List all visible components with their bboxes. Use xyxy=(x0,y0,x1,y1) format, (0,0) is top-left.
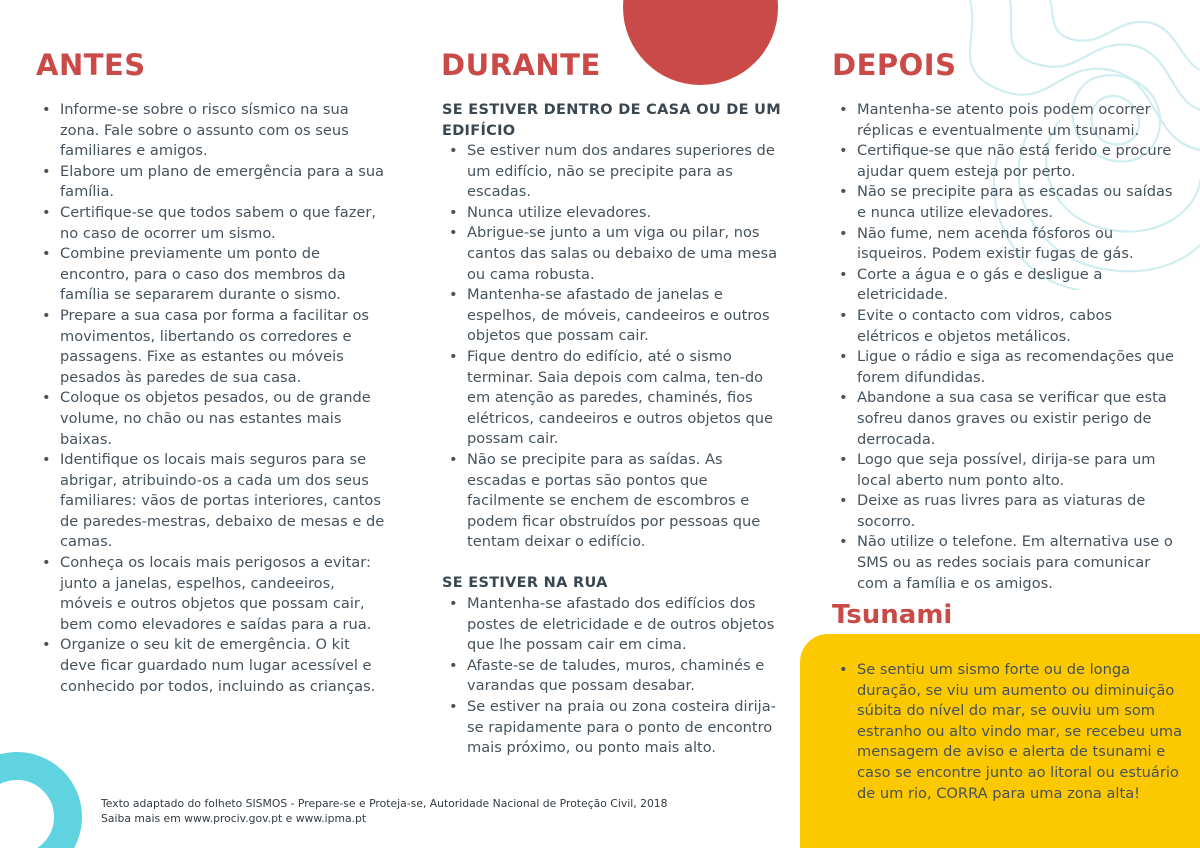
list-item: • Certifique-se que todos sabem o que fazer, no caso de ocorrer um sismo. xyxy=(35,203,385,244)
list-item: • Identifique os locais mais seguros para se abrigar, atribuindo-os a cada um dos seus familiares: vãos de portas interiores, cantos de paredes-mestras, debaixo de mesas e de camas. xyxy=(35,450,385,553)
durante-rua-subtitle: SE ESTIVER NA RUA xyxy=(442,575,608,591)
antes-title: ANTES xyxy=(36,48,146,82)
footer xyxy=(101,796,668,826)
list-item: • Se sentiu um sismo forte ou de longa duração, se viu um aumento ou diminuição súbita do nível do mar, se ouviu um som estranho ou alto vindo mar, se recebeu uma mensagem de aviso e alerta de tsunami e caso se encontre junto ao litoral ou estuário de um rio, CORRA para uma zona alta! xyxy=(832,660,1184,804)
tsunami-list xyxy=(832,660,1184,804)
antes-list xyxy=(35,100,385,697)
list-item: • Afaste-se de taludes, muros, chaminés e varandas que possam desabar. xyxy=(442,656,782,697)
list-item: • Fique dentro do edifício, até o sismo terminar. Saia depois com calma, ten-do em atenção as paredes, chaminés, fios elétricos, candeeiros e outros objetos que possam cair. xyxy=(442,347,782,450)
list-item: • Prepare a sua casa por forma a facilitar os movimentos, libertando os corredores e passagens. Fixe as estantes ou móveis pesados às paredes de sua casa. xyxy=(35,306,385,388)
durante-casa-subtitle: SE ESTIVER DENTRO DE CASA OU DE UM EDIFÍCIO xyxy=(442,102,781,139)
list-item: • Corte a água e o gás e desligue a eletricidade. xyxy=(832,265,1177,306)
list-item: • Mantenha-se afastado de janelas e espelhos, de móveis, candeeiros e outros objetos que possam cair. xyxy=(442,285,782,347)
list-item: • Não utilize o telefone. Em alternativa use o SMS ou as redes sociais para comunicar com a família e os amigos. xyxy=(832,532,1177,594)
list-item: • Se estiver na praia ou zona costeira dirija-se rapidamente para o ponto de encontro mais próximo, ou ponto mais alto. xyxy=(442,697,782,759)
depois-title: DEPOIS xyxy=(832,48,957,82)
list-item: • Abrigue-se junto a um viga ou pilar, nos cantos das salas ou debaixo de uma mesa ou cama robusta. xyxy=(442,223,782,285)
durante-title: DURANTE xyxy=(441,48,601,82)
footer-links: Saiba mais em www.prociv.gov.pt e www.ipma.pt xyxy=(101,812,367,825)
list-item: • Abandone a sua casa se verificar que esta sofreu danos graves ou existir perigo de derrocada. xyxy=(832,388,1177,450)
red-circle-decoration xyxy=(623,0,778,85)
tsunami-title: Tsunami xyxy=(832,600,953,630)
list-item: • Não se precipite para as escadas ou saídas e nunca utilize elevadores. xyxy=(832,182,1177,223)
list-item: • Logo que seja possível, dirija-se para um local aberto num ponto alto. xyxy=(832,450,1177,491)
list-item: • Mantenha-se afastado dos edifícios dos postes de eletricidade e de outros objetos que lhe possam cair em cima. xyxy=(442,594,782,656)
cyan-ring-decoration xyxy=(0,752,82,848)
list-item: • Nunca utilize elevadores. xyxy=(442,203,782,224)
footer-source: Texto adaptado do folheto SISMOS - Prepare-se e Proteja-se, Autoridade Nacional de Proteção Civil, 2018 xyxy=(101,797,668,810)
list-item: • Não se precipite para as saídas. As escadas e portas são pontos que facilmente se enchem de escombros e podem ficar obstruídos por pessoas que tentam deixar o edifício. xyxy=(442,450,782,553)
list-item: • Elabore um plano de emergência para a sua família. xyxy=(35,162,385,203)
list-item: • Não fume, nem acenda fósforos ou isqueiros. Podem existir fugas de gás. xyxy=(832,224,1177,265)
list-item: • Deixe as ruas livres para as viaturas de socorro. xyxy=(832,491,1177,532)
list-item: • Informe-se sobre o risco sísmico na sua zona. Fale sobre o assunto com os seus familiares e amigos. xyxy=(35,100,385,162)
list-item: • Coloque os objetos pesados, ou de grande volume, no chão ou nas estantes mais baixas. xyxy=(35,388,385,450)
list-item: • Combine previamente um ponto de encontro, para o caso dos membros da família se separarem durante o sismo. xyxy=(35,244,385,306)
list-item: • Ligue o rádio e siga as recomendações que forem difundidas. xyxy=(832,347,1177,388)
list-item: • Certifique-se que não está ferido e procure ajudar quem esteja por perto. xyxy=(832,141,1177,182)
depois-list xyxy=(832,100,1177,594)
list-item: • Mantenha-se atento pois podem ocorrer réplicas e eventualmente um tsunami. xyxy=(832,100,1177,141)
durante-casa-list xyxy=(442,141,782,553)
durante-rua-list xyxy=(442,594,782,759)
list-item: • Evite o contacto com vidros, cabos elétricos e objetos metálicos. xyxy=(832,306,1177,347)
list-item: • Se estiver num dos andares superiores de um edifício, não se precipite para as escadas. xyxy=(442,141,782,203)
list-item: • Conheça os locais mais perigosos a evitar: junto a janelas, espelhos, candeeiros, móveis e outros objetos que possam cair, bem como elevadores e saídas para a rua. xyxy=(35,553,385,635)
list-item: • Organize o seu kit de emergência. O kit deve ficar guardado num lugar acessível e conhecido por todos, incluindo as crianças. xyxy=(35,635,385,697)
